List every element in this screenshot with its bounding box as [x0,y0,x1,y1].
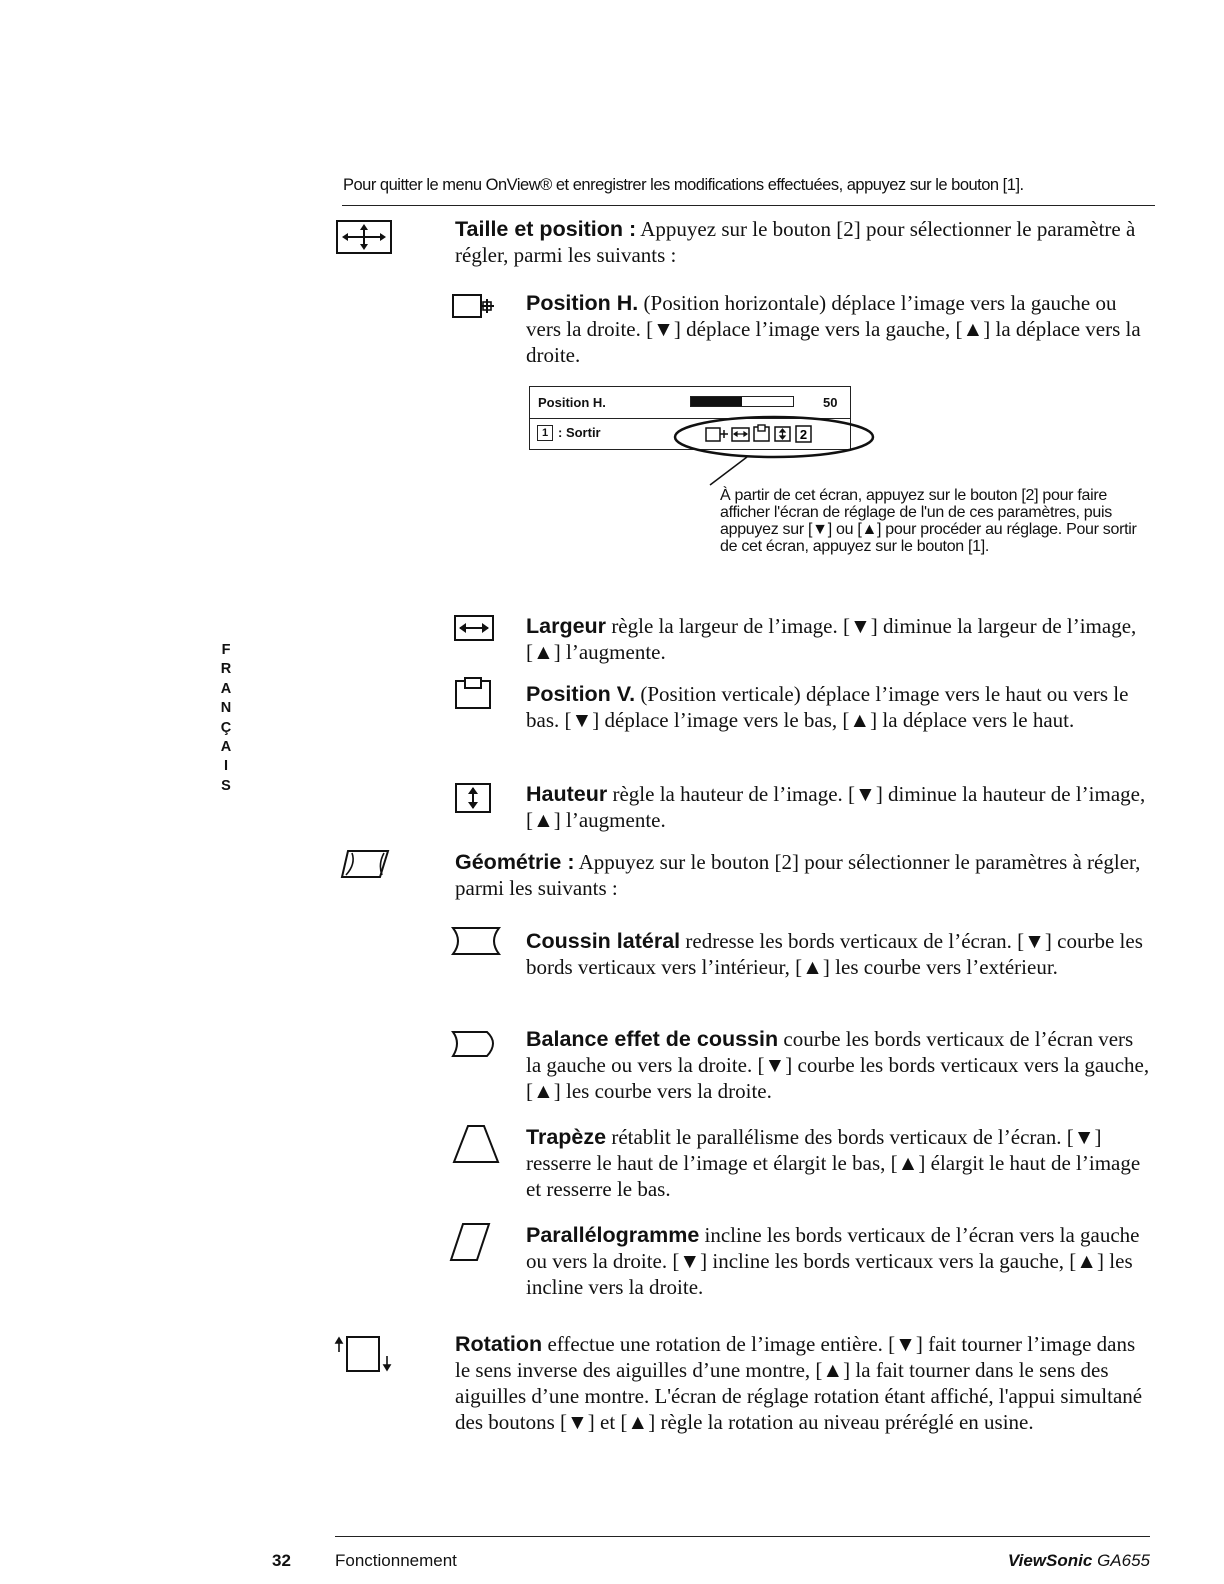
term-largeur: Largeur [526,614,607,638]
osd-level-bar [690,396,794,407]
section-balance-coussin [526,1026,1150,1104]
footer-rule [335,1536,1150,1537]
rotation-icon [334,1334,394,1374]
term-balance-coussin: Balance effet de coussin [526,1027,779,1051]
osd-title: Position H. [538,395,606,410]
side-letter: Ç [220,719,232,736]
text-largeur: règle la largeur de l’image. [▼] diminue la largeur de l’image, [▲] l’augmente. [526,614,1137,664]
text-trapeze: rétablit le parallélisme des bords verticaux de l’écran. [▼] resserre le haut de l’image et élargit le bas, [▲] élargit le haut de l’image et resserre le bas. [526,1125,1141,1201]
osd-exit-label: : Sortir [558,425,601,440]
text-parallelogramme: incline les bords verticaux de l’écran vers la gauche ou vers la droite. [▼] incline les bords verticaux vers la gauche, [▲] les incline vers la droite. [526,1223,1140,1299]
section-taille-position [455,216,1150,268]
section-trapeze [526,1124,1150,1202]
width-icon [454,615,494,641]
side-letter: A [220,739,232,756]
term-trapeze: Trapèze [526,1125,607,1149]
footer-section-name: Fonctionnement [335,1551,457,1570]
side-letter: N [220,700,232,717]
svg-text:2: 2 [799,427,808,442]
term-geometrie: Géométrie : [455,850,575,874]
geometry-icon [340,849,390,879]
text-geometrie: Appuyez sur le bouton [2] pour sélectionner le paramètres à régler, parmi les suivants : [455,850,1141,900]
osd-height-icon [775,427,790,441]
side-letter: I [223,758,229,775]
term-rotation: Rotation [455,1332,543,1356]
v-position-icon [455,677,491,709]
side-letter: R [220,661,232,678]
text-rotation: effectue une rotation de l’image entière. [▼] fait tourner l’image dans le sens inverse des aiguilles d’une montre, [▲] la fait tourner dans le sens des aiguilles d’une montre. L'écran de réglage rotation étant affiché, l'appui simultané des boutons [▼] et [▲] règle la rotation au niveau préréglé en usine. [455,1332,1143,1434]
text-position-v: (Position verticale) déplace l’image vers le haut ou vers le bas. [▼] déplace l’image vers le bas, [▲] la déplace vers le haut. [526,682,1129,732]
parallelogram-icon [449,1222,491,1262]
size-position-icon [336,220,392,254]
text-coussin-lateral: redresse les bords verticaux de l’écran. [▼] courbe les bords verticaux vers l’intérieur, [▲] les courbe vers l’extérieur. [526,929,1143,979]
section-largeur [526,613,1150,665]
section-parallelogramme [526,1222,1150,1300]
term-taille-position: Taille et position : [455,217,637,241]
osd-v-position-icon [754,425,769,441]
side-letter: F [221,642,231,658]
term-hauteur: Hauteur [526,782,608,806]
osd-icons-highlight [672,415,882,487]
language-side-tab [218,641,234,796]
osd-width-icon [732,428,749,441]
header-note: Pour quitter le menu OnView® et enregistrer les modifications effectuées, appuyez sur le bouton [1]. [343,176,1024,194]
osd-select-key [796,426,811,442]
section-geometrie [455,849,1150,901]
text-balance-coussin: courbe les bords verticaux de l’écran vers la gauche ou vers la droite. [▼] courbe les bords verticaux vers la gauche, [▲] les courbe vers la droite. [526,1027,1150,1103]
brand-name: ViewSonic [1007,1551,1093,1570]
pincushion-icon [451,926,501,956]
trapezoid-icon [452,1124,500,1164]
osd-value: 50 [823,395,838,410]
osd-h-position-icon [706,428,728,441]
side-letter: S [221,777,231,794]
page-number: 32 [272,1551,291,1570]
section-position-h [526,290,1150,368]
osd-exit-key: 1 [537,425,553,441]
header-rule [342,205,1155,206]
section-rotation [455,1331,1150,1435]
term-parallelogramme: Parallélogramme [526,1223,700,1247]
footer-brand [958,1551,1150,1571]
term-position-h: Position H. [526,291,639,315]
h-position-icon [452,294,498,320]
osd-level-fill [691,397,742,406]
model-name: GA655 [1097,1551,1150,1570]
section-coussin-lateral [526,928,1150,980]
text-taille-position: Appuyez sur le bouton [2] pour sélectionner le paramètre à régler, parmi les suivants : [455,217,1136,267]
text-position-h: (Position horizontale) déplace l’image vers la gauche ou vers la droite. [▼] déplace l’image vers la gauche, [▲] la déplace vers la droite. [526,291,1141,367]
text-hauteur: règle la hauteur de l’image. [▼] diminue la hauteur de l’image, [▲] l’augmente. [526,782,1146,832]
pincushion-balance-icon [451,1030,501,1058]
section-hauteur [526,781,1150,833]
term-position-v: Position V. [526,682,636,706]
height-icon [455,783,491,813]
section-position-v [526,681,1150,733]
side-letter: A [220,680,232,697]
term-coussin-lateral: Coussin latéral [526,929,681,953]
osd-callout-text: À partir de cet écran, appuyez sur le bouton [2] pour faire afficher l'écran de réglage de l'un de ces paramètres, puis appuyez sur [▼] ou [▲] pour procéder au réglage. Pour sortir de cet écran, appuyez sur le bouton [1]. [720,487,1137,555]
